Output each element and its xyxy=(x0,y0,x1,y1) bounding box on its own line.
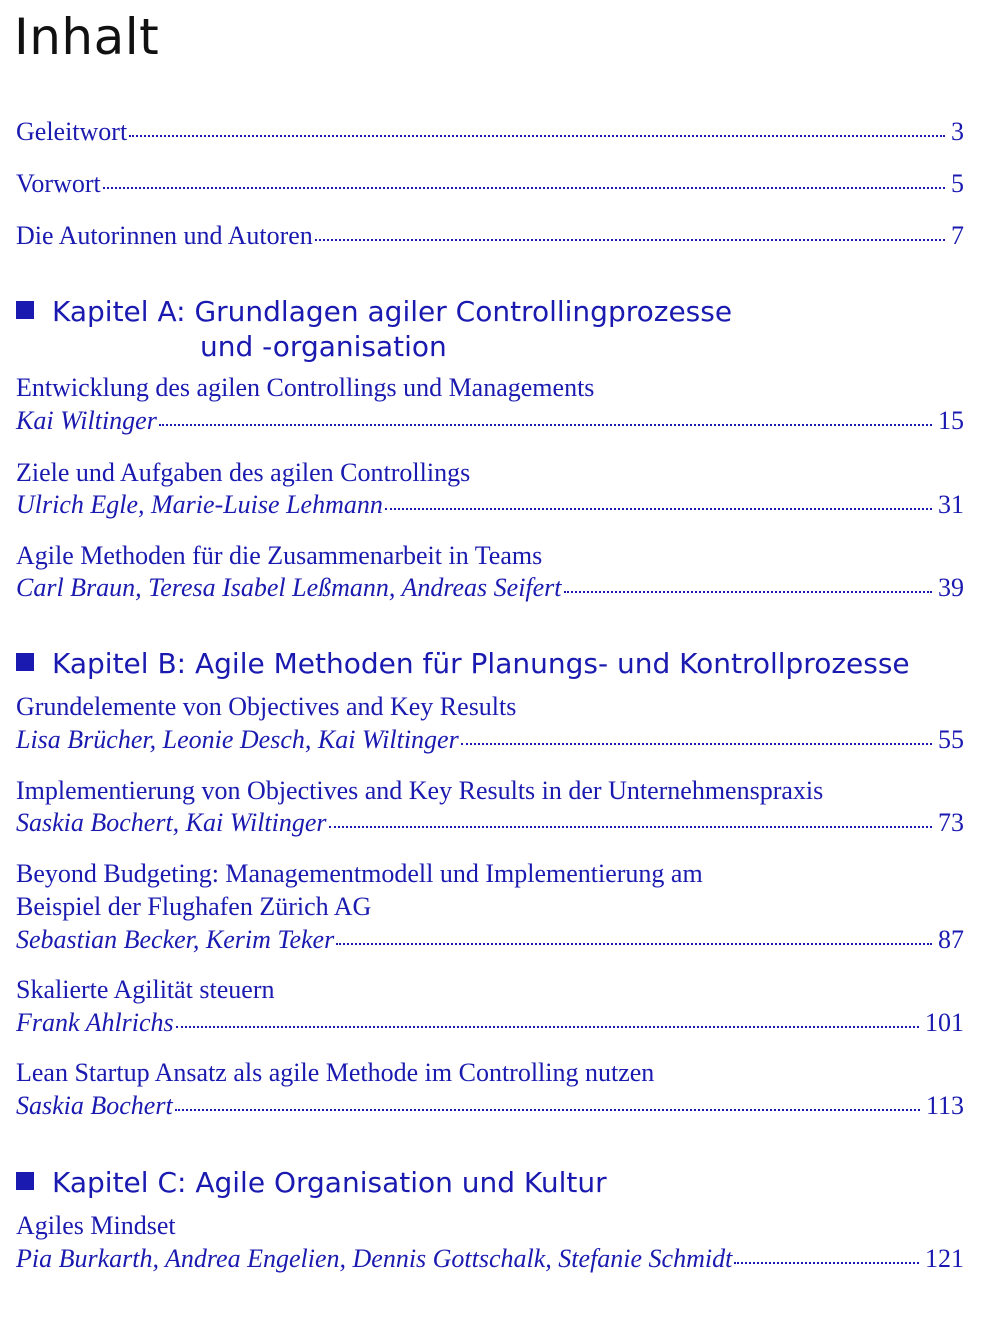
page-number: 5 xyxy=(951,169,964,198)
page-number: 15 xyxy=(938,406,964,435)
entry-authors: Saskia Bochert xyxy=(16,1091,173,1120)
dot-leader xyxy=(734,1262,919,1264)
dot-leader xyxy=(129,135,945,137)
chapter-entry-title[interactable]: Grundelemente von Objectives and Key Results xyxy=(16,692,517,721)
square-bullet-icon xyxy=(16,1172,34,1190)
chapter-title: Kapitel A: Grundlagen agiler Controllingprozesse xyxy=(52,295,733,328)
page-number: 113 xyxy=(925,1091,964,1120)
page-number: 55 xyxy=(938,725,964,754)
chapter-entry-title-line2[interactable]: Beispiel der Flughafen Zürich AG xyxy=(16,892,372,921)
chapter-entry-authors[interactable] xyxy=(16,807,964,839)
page-number: 73 xyxy=(938,808,964,837)
page-number: 31 xyxy=(938,490,964,519)
chapter-entry-title[interactable]: Agile Methoden für die Zusammenarbeit in Teams xyxy=(16,541,543,570)
page-number: 121 xyxy=(925,1244,964,1273)
chapter-entry-authors[interactable] xyxy=(16,924,964,956)
entry-title: Vorwort xyxy=(16,169,101,198)
page-number: 7 xyxy=(951,221,964,250)
square-bullet-icon xyxy=(16,653,34,671)
chapter-a-heading xyxy=(16,294,732,330)
chapter-entry-authors[interactable] xyxy=(16,405,964,437)
dot-leader xyxy=(175,1109,920,1111)
entry-authors: Frank Ahlrichs xyxy=(16,1008,174,1037)
entry-authors: Pia Burkarth, Andrea Engelien, Dennis Gottschalk, Stefanie Schmidt xyxy=(16,1244,733,1273)
dot-leader xyxy=(385,508,932,510)
entry-authors: Sebastian Becker, Kerim Teker xyxy=(16,925,335,954)
chapter-entry-authors[interactable] xyxy=(16,1007,964,1039)
entry-authors: Ulrich Egle, Marie-Luise Lehmann xyxy=(16,490,383,519)
chapter-b-heading xyxy=(16,646,910,682)
chapter-entry-title[interactable]: Entwicklung des agilen Controllings und Managements xyxy=(16,373,595,402)
dot-leader xyxy=(564,591,932,593)
chapter-entry-authors[interactable] xyxy=(16,1090,964,1122)
toc-entry-autoren[interactable] xyxy=(16,220,964,252)
chapter-a-heading-line2: und -organisation xyxy=(200,330,447,363)
chapter-entry-title[interactable]: Implementierung von Objectives and Key Results in der Unternehmenspraxis xyxy=(16,776,824,805)
chapter-entry-title[interactable]: Beyond Budgeting: Managementmodell und Implementierung am xyxy=(16,859,703,888)
chapter-entry-authors[interactable] xyxy=(16,724,964,756)
chapter-entry-title[interactable]: Skalierte Agilität steuern xyxy=(16,975,275,1004)
dot-leader xyxy=(159,424,932,426)
dot-leader xyxy=(176,1026,919,1028)
chapter-title: Kapitel B: Agile Methoden für Planungs- und Kontrollprozesse xyxy=(52,647,910,680)
page-number: 101 xyxy=(925,1008,964,1037)
toc-entry-vorwort[interactable] xyxy=(16,168,964,200)
chapter-title: Kapitel C: Agile Organisation und Kultur xyxy=(52,1166,607,1199)
entry-authors: Carl Braun, Teresa Isabel Leßmann, Andreas Seifert xyxy=(16,573,562,602)
entry-authors: Lisa Brücher, Leonie Desch, Kai Wiltinger xyxy=(16,725,459,754)
dot-leader xyxy=(461,743,932,745)
chapter-c-heading xyxy=(16,1165,607,1201)
chapter-entry-authors[interactable] xyxy=(16,1243,964,1275)
page-title: Inhalt xyxy=(14,8,160,66)
entry-title: Geleitwort xyxy=(16,117,128,146)
dot-leader xyxy=(103,187,945,189)
square-bullet-icon xyxy=(16,301,34,319)
chapter-entry-title[interactable]: Agiles Mindset xyxy=(16,1211,176,1240)
chapter-entry-title[interactable]: Lean Startup Ansatz als agile Methode im Controlling nutzen xyxy=(16,1058,655,1087)
dot-leader xyxy=(315,239,945,241)
entry-title: Die Autorinnen und Autoren xyxy=(16,221,313,250)
entry-authors: Saskia Bochert, Kai Wiltinger xyxy=(16,808,327,837)
entry-authors: Kai Wiltinger xyxy=(16,406,157,435)
dot-leader xyxy=(329,826,932,828)
page-number: 87 xyxy=(938,925,964,954)
chapter-entry-authors[interactable] xyxy=(16,489,964,521)
page-number: 39 xyxy=(938,573,964,602)
chapter-entry-authors[interactable] xyxy=(16,572,964,604)
toc-entry-geleitwort[interactable] xyxy=(16,116,964,148)
dot-leader xyxy=(336,943,932,945)
chapter-entry-title[interactable]: Ziele und Aufgaben des agilen Controllings xyxy=(16,458,471,487)
page-number: 3 xyxy=(951,117,964,146)
